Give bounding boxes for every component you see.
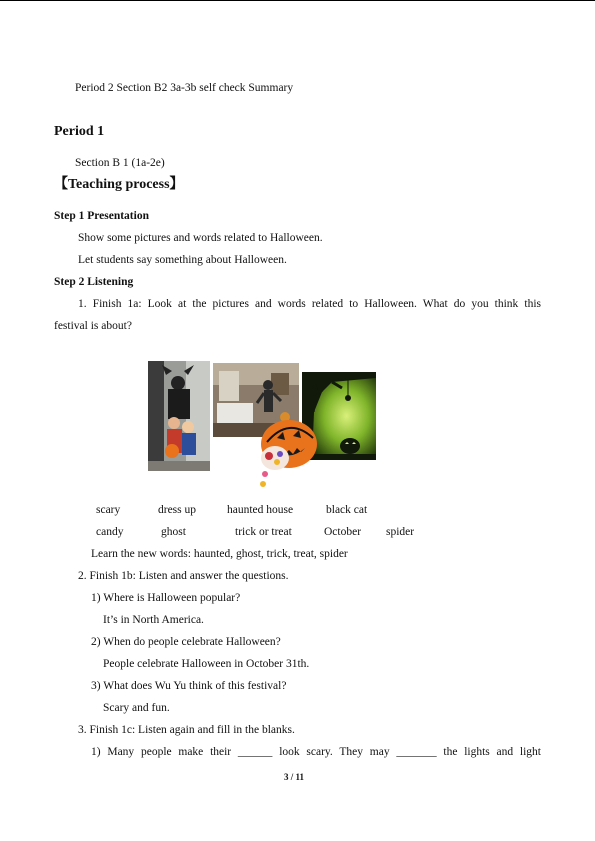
answer-2: People celebrate Halloween in October 31th.: [103, 658, 310, 670]
word-scary: scary: [96, 504, 121, 516]
step1-line1: Show some pictures and words related to Halloween.: [78, 232, 323, 244]
step2-item1-line1: 1. Finish 1a: Look at the pictures and words related to Halloween. What do you think this: [78, 298, 541, 310]
word-haunted-house: haunted house: [227, 504, 294, 516]
step2-title: Step 2 Listening: [54, 276, 134, 288]
header-line: Period 2 Section B2 3a-3b self check Summary: [75, 82, 294, 94]
word-spider: spider: [386, 526, 415, 538]
word-candy: candy: [96, 526, 124, 538]
word-october: October: [324, 526, 362, 538]
word-ghost: ghost: [161, 526, 186, 538]
question-1: 1) Where is Halloween popular?: [91, 592, 241, 604]
fill-blank-line-1: 1) Many people make their ______ look scary. They may _______ the lights and light: [91, 746, 541, 758]
kids-costume-photo: [148, 361, 210, 471]
item2-line: 2. Finish 1b: Listen and answer the questions.: [78, 570, 289, 582]
teaching-process-heading: 【Teaching process】: [54, 177, 184, 192]
question-2: 2) When do people celebrate Halloween?: [91, 636, 281, 648]
step1-title: Step 1 Presentation: [54, 210, 149, 222]
word-dress-up: dress up: [158, 504, 197, 516]
page-number: 3 / 11: [284, 772, 305, 782]
word-black-cat: black cat: [326, 504, 368, 516]
period-title: Period 1: [54, 124, 105, 139]
new-words-line: Learn the new words: haunted, ghost, trick, treat, spider: [91, 548, 348, 560]
step1-line2: Let students say something about Halloween.: [78, 254, 287, 266]
step2-item1-line2: festival is about?: [54, 320, 132, 332]
answer-3: Scary and fun.: [103, 702, 170, 714]
answer-1: It’s in North America.: [103, 614, 204, 626]
page-top-rule: [0, 0, 595, 1]
pumpkin-candy-pail: [253, 412, 325, 490]
question-3: 3) What does Wu Yu think of this festival?: [91, 680, 287, 692]
item3-line: 3. Finish 1c: Listen again and fill in the blanks.: [78, 724, 295, 736]
section-label: Section B 1 (1a-2e): [75, 157, 165, 169]
word-trick-or-treat: trick or treat: [235, 526, 292, 538]
